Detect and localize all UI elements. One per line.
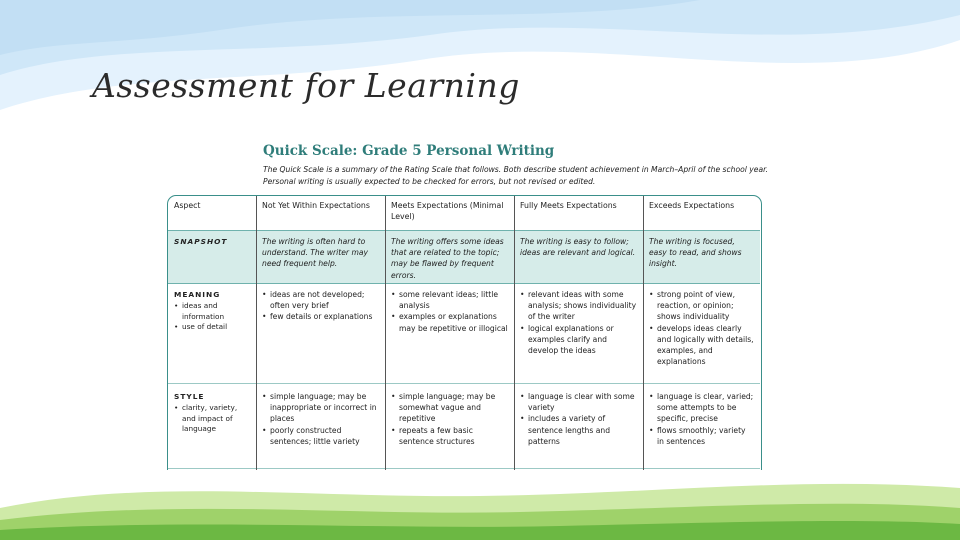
- table-cell: [643, 384, 760, 469]
- header-meets: Meets Expectations (Minimal Level): [391, 201, 504, 222]
- list-item: • flows smoothly; variety in sentences: [657, 425, 754, 447]
- list-item: • examples or explanations may be repetitive or illogical: [399, 311, 508, 333]
- column-divider: [385, 196, 386, 470]
- column-divider: [256, 196, 257, 470]
- list-item: • poorly constructed sentences; little variety: [270, 425, 379, 447]
- bullet-list: [520, 391, 637, 447]
- header-exceeds: Exceeds Expectations: [649, 201, 735, 210]
- table-cell: The writing offers some ideas that are related to the topic; may be flawed by frequent errors.: [391, 237, 504, 280]
- list-item: • strong point of view, reaction, or opinion; shows individuality: [657, 289, 754, 323]
- bullet-list: [649, 289, 754, 367]
- column-divider: [643, 196, 644, 470]
- bullet-list: [391, 289, 508, 334]
- intro-line: The Quick Scale is a summary of the Rating Scale that follows. Both describe student achievement in March–April of the school year.: [263, 165, 768, 174]
- header-aspect: Aspect: [174, 201, 201, 210]
- meaning-aspect: [168, 282, 256, 383]
- list-item: • includes a variety of sentence lengths and patterns: [528, 413, 637, 447]
- table-cell: [256, 282, 385, 383]
- table-cell: The writing is often hard to understand. The writer may need frequent help.: [262, 237, 368, 269]
- column-divider: [514, 196, 515, 470]
- list-item: • few details or explanations: [270, 311, 379, 322]
- list-item: • ideas and information: [182, 301, 250, 322]
- list-item: • relevant ideas with some analysis; shows individuality of the writer: [528, 289, 637, 323]
- table-cell: [514, 282, 643, 383]
- aspect-sub-list: [174, 301, 250, 333]
- table-cell: The writing is focused, easy to read, and shows insight.: [649, 237, 742, 269]
- bullet-list: [262, 391, 379, 447]
- list-item: • language is clear, varied; some attempts to be specific, precise: [657, 391, 754, 425]
- list-item: • use of detail: [182, 322, 250, 333]
- header-not-yet: Not Yet Within Expectations: [262, 201, 370, 210]
- slide-title: Assessment for Learning: [92, 66, 520, 105]
- table-cell: [643, 282, 760, 383]
- list-item: • logical explanations or examples clarify and develop the ideas: [528, 323, 637, 357]
- table-cell: [385, 384, 514, 469]
- bullet-list: [262, 289, 379, 323]
- style-aspect: [168, 384, 256, 469]
- bullet-list: [649, 391, 754, 447]
- aspect-sub-list: [174, 403, 250, 435]
- intro-line: Personal writing is usually expected to be checked for errors, but not revised or edited.: [263, 177, 596, 186]
- bullet-list: [391, 391, 508, 447]
- table-cell: [385, 282, 514, 383]
- rating-table: [167, 195, 762, 470]
- list-item: • some relevant ideas; little analysis: [399, 289, 508, 311]
- aspect-label: STYLE: [174, 392, 205, 401]
- quick-scale-document: [137, 137, 796, 470]
- document-title: Quick Scale: Grade 5 Personal Writing: [263, 143, 555, 159]
- header-fully-meets: Fully Meets Expectations: [520, 201, 617, 210]
- list-item: • language is clear with some variety: [528, 391, 637, 413]
- bullet-list: [520, 289, 637, 356]
- list-item: • ideas are not developed; often very brief: [270, 289, 379, 311]
- snapshot-aspect: [168, 231, 256, 283]
- bottom-wave-decoration: [0, 468, 960, 540]
- list-item: • develops ideas clearly and logically with details, examples, and explanations: [657, 323, 754, 368]
- list-item: • repeats a few basic sentence structures: [399, 425, 508, 447]
- table-cell: The writing is easy to follow; ideas are relevant and logical.: [520, 237, 636, 258]
- aspect-label: SNAPSHOT: [174, 237, 228, 246]
- list-item: • clarity, variety, and impact of language: [182, 403, 250, 435]
- list-item: • simple language; may be somewhat vague and repetitive: [399, 391, 508, 425]
- list-item: • simple language; may be inappropriate or incorrect in places: [270, 391, 379, 425]
- table-cell: [256, 384, 385, 469]
- document-intro: [263, 164, 783, 188]
- aspect-label: MEANING: [174, 290, 221, 299]
- table-cell: [514, 384, 643, 469]
